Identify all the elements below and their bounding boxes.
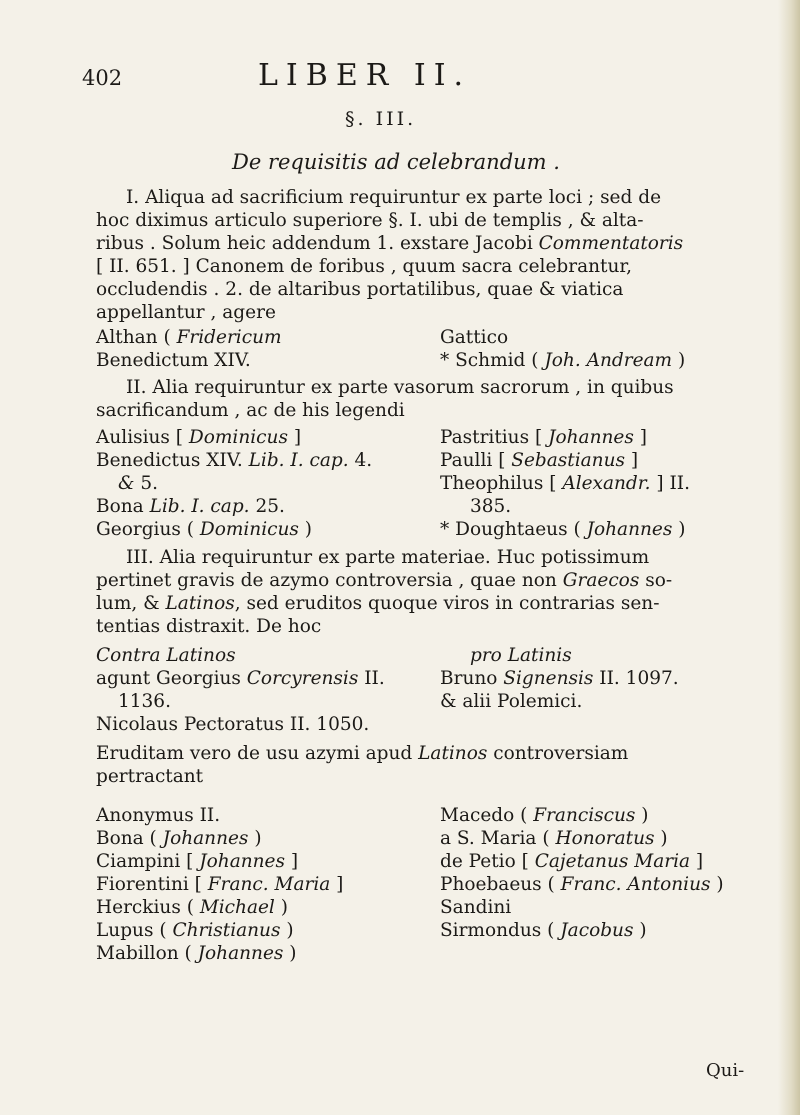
text-line: III. Alia requiruntur ex parte materiae. Huc potissimum bbox=[126, 547, 650, 568]
reference-list-left bbox=[96, 326, 282, 372]
reference-heading: pro Latinis bbox=[470, 645, 572, 666]
text-line: pertinet gravis de azymo controversia , quae non Graecos so- bbox=[96, 570, 673, 591]
reference-entry: de Petio [ Cajetanus Maria ] bbox=[440, 851, 704, 872]
page-number: 402 bbox=[82, 66, 123, 90]
section-heading: §. III. bbox=[345, 108, 417, 130]
reference-heading: Contra Latinos bbox=[96, 645, 236, 666]
section-title: De requisitis ad celebrandum . bbox=[232, 150, 560, 174]
paragraph-4 bbox=[96, 742, 736, 788]
reference-entry: 1136. bbox=[118, 691, 171, 712]
reference-entry: Bruno Signensis II. 1097. bbox=[440, 668, 679, 689]
reference-entry: Bona Lib. I. cap. 25. bbox=[96, 496, 285, 517]
reference-list-right bbox=[440, 804, 724, 942]
reference-entry: * Schmid ( Joh. Andream ) bbox=[440, 350, 686, 371]
reference-entry: Benedictum XIV. bbox=[96, 350, 251, 371]
reference-entry: Fiorentini [ Franc. Maria ] bbox=[96, 874, 344, 895]
page-edge-shadow bbox=[778, 0, 800, 1115]
reference-entry: Bona ( Johannes ) bbox=[96, 828, 262, 849]
paragraph-1 bbox=[96, 186, 736, 324]
reference-entry: Sirmondus ( Jacobus ) bbox=[440, 920, 647, 941]
reference-entry: Anonymus II. bbox=[96, 805, 221, 826]
reference-entry: Althan ( Fridericum bbox=[96, 327, 282, 348]
reference-entry: Lupus ( Christianus ) bbox=[96, 920, 294, 941]
reference-entry: Benedictus XIV. Lib. I. cap. 4. bbox=[96, 450, 373, 471]
reference-entry: Paulli [ Sebastianus ] bbox=[440, 450, 639, 471]
reference-entry: * Doughtaeus ( Johannes ) bbox=[440, 519, 686, 540]
text-line: sacrificandum , ac de his legendi bbox=[96, 400, 405, 421]
reference-entry: Gattico bbox=[440, 327, 509, 348]
reference-entry: Nicolaus Pectoratus II. 1050. bbox=[96, 714, 370, 735]
text-line: ribus . Solum heic addendum 1. exstare Jacobi Commentatoris bbox=[96, 233, 684, 254]
text-line: tentias distraxit. De hoc bbox=[96, 616, 322, 637]
reference-entry: Sandini bbox=[440, 897, 512, 918]
reference-entry: Theophilus [ Alexandr. ] II. bbox=[440, 473, 690, 494]
reference-entry: Phoebaeus ( Franc. Antonius ) bbox=[440, 874, 724, 895]
reference-entry: Macedo ( Franciscus ) bbox=[440, 805, 649, 826]
reference-entry: Herckius ( Michael ) bbox=[96, 897, 288, 918]
reference-entry: Ciampini [ Johannes ] bbox=[96, 851, 299, 872]
reference-entry: & 5. bbox=[118, 473, 159, 494]
reference-entry: agunt Georgius Corcyrensis II. bbox=[96, 668, 385, 689]
reference-entry: Mabillon ( Johannes ) bbox=[96, 943, 297, 964]
reference-entry: Georgius ( Dominicus ) bbox=[96, 519, 312, 540]
reference-list-right bbox=[440, 326, 685, 372]
paragraph-3 bbox=[96, 546, 736, 638]
text-line: appellantur , agere bbox=[96, 302, 276, 323]
reference-list-left bbox=[96, 426, 372, 541]
reference-entry: Aulisius [ Dominicus ] bbox=[96, 427, 302, 448]
reference-list-left bbox=[96, 804, 343, 965]
text-line: I. Aliqua ad sacrificium requiruntur ex parte loci ; sed de bbox=[126, 187, 662, 208]
text-line: occludendis . 2. de altaribus portatilibus, quae & viatica bbox=[96, 279, 624, 300]
text-line: [ II. 651. ] Canonem de foribus , quum sacra celebrantur, bbox=[96, 256, 633, 277]
reference-list-left bbox=[96, 644, 385, 736]
reference-entry: & alii Polemici. bbox=[440, 691, 583, 712]
text-line: II. Alia requiruntur ex parte vasorum sacrorum , in quibus bbox=[126, 377, 674, 398]
reference-entry: Pastritius [ Johannes ] bbox=[440, 427, 647, 448]
running-head: LIBER II. bbox=[258, 58, 472, 93]
text-line: Eruditam vero de usu azymi apud Latinos controversiam bbox=[96, 743, 629, 764]
reference-list-right bbox=[440, 426, 690, 541]
text-line: lum, & Latinos, sed eruditos quoque viros in contrarias sen- bbox=[96, 593, 660, 614]
reference-list-right bbox=[440, 644, 679, 713]
reference-entry: a S. Maria ( Honoratus ) bbox=[440, 828, 668, 849]
text-line: hoc diximus articulo superiore §. I. ubi de templis , & alta- bbox=[96, 210, 644, 231]
text-line: pertractant bbox=[96, 766, 204, 787]
catchword: Qui- bbox=[706, 1060, 745, 1081]
reference-entry: 385. bbox=[470, 496, 512, 517]
paragraph-2 bbox=[96, 376, 736, 422]
